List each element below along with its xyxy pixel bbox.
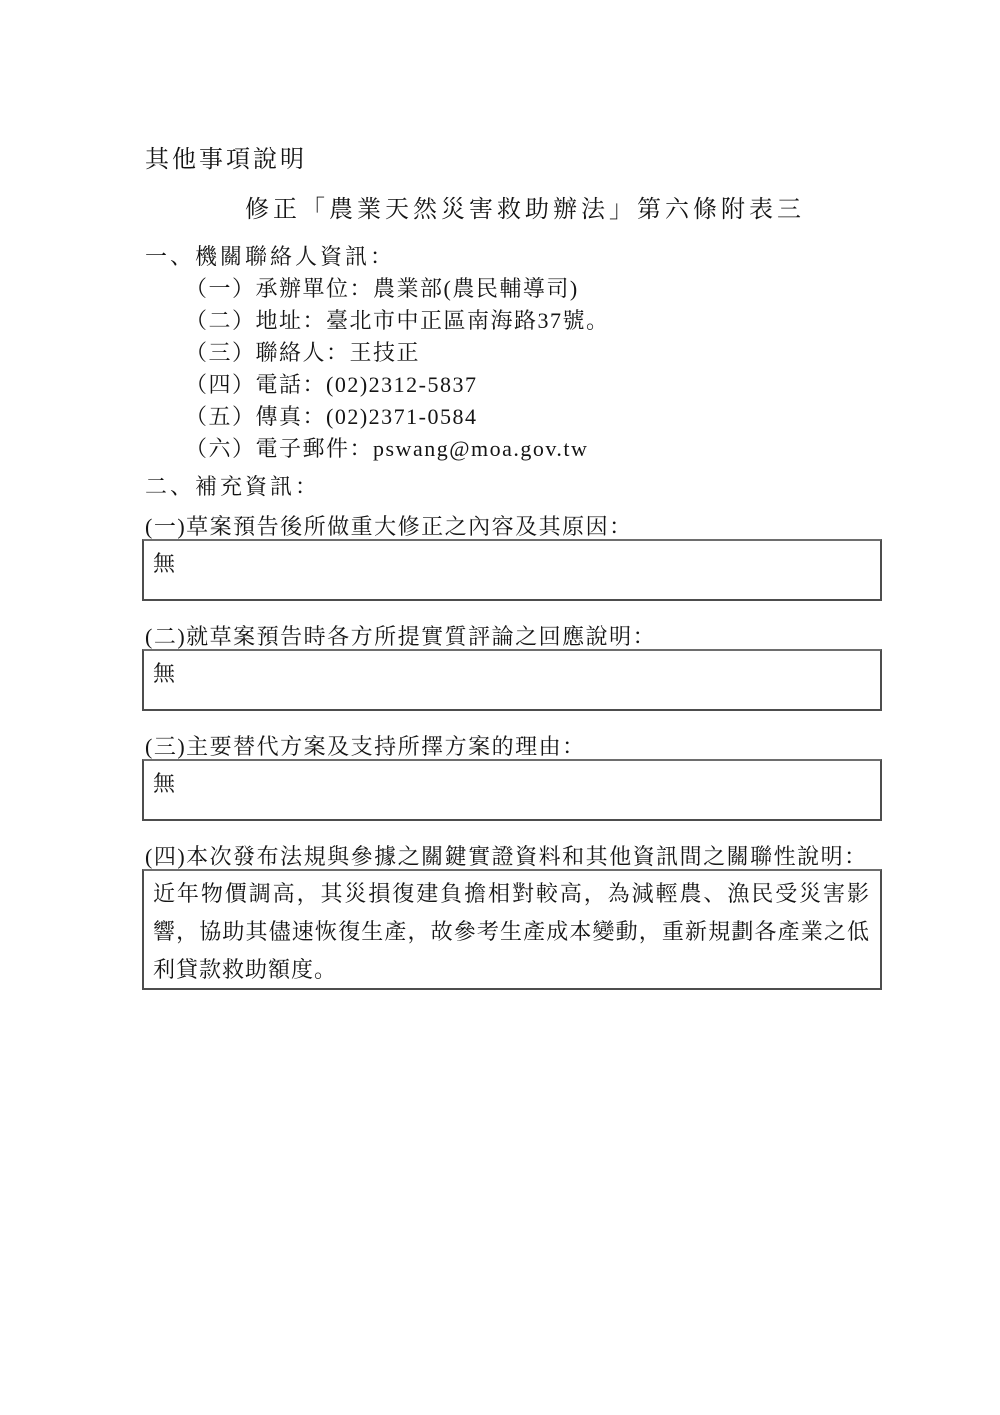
contact-item-person: （三）聯絡人：王技正 [185,340,421,365]
subsection-1-answer-text: 無 [153,551,177,576]
section-2-heading: 二、補充資訊： [145,474,321,499]
subsection-1-label: (一)草案預告後所做重大修正之內容及其原因： [145,514,633,539]
section-1-heading: 一、機關聯絡人資訊： [145,244,396,269]
subsection-2-label: (二)就草案預告時各方所提實質評論之回應說明： [145,624,657,649]
subsection-4-answer-box [142,869,882,990]
subsection-4-label: (四)本次發布法規與參據之關鍵實證資料和其他資訊間之關聯性說明： [145,844,868,869]
subsection-4-answer-text: 近年物價調高，其災損復建負擔相對較高，為減輕農、漁民受災害影響，協助其儘速恢復生產，故參考生產成本變動，重新規劃各產業之低利貸款救助額度。 [153,881,870,982]
contact-list [145,273,882,465]
subsection-2-answer-box [142,649,882,711]
subsection-3-answer-text: 無 [153,771,177,796]
contact-item-fax: （五）傳真：(02)2371-0584 [185,404,478,429]
contact-item-phone: （四）電話：(02)2312-5837 [185,372,478,397]
subsection-3-answer-box [142,759,882,821]
page-title: 其他事項說明 [145,147,307,173]
subsection-1-answer-box [142,539,882,601]
contact-item-address: （二）地址：臺北市中正區南海路37號。 [185,308,610,333]
subsection-2-answer-text: 無 [153,661,177,686]
contact-item-unit: （一）承辦單位：農業部(農民輔導司) [185,276,579,301]
doc-subtitle: 修正「農業天然災害救助辦法」第六條附表三 [245,197,805,223]
contact-item-email: （六）電子郵件：pswang@moa.gov.tw [185,436,589,461]
subsection-3-label: (三)主要替代方案及支持所擇方案的理由： [145,734,586,759]
